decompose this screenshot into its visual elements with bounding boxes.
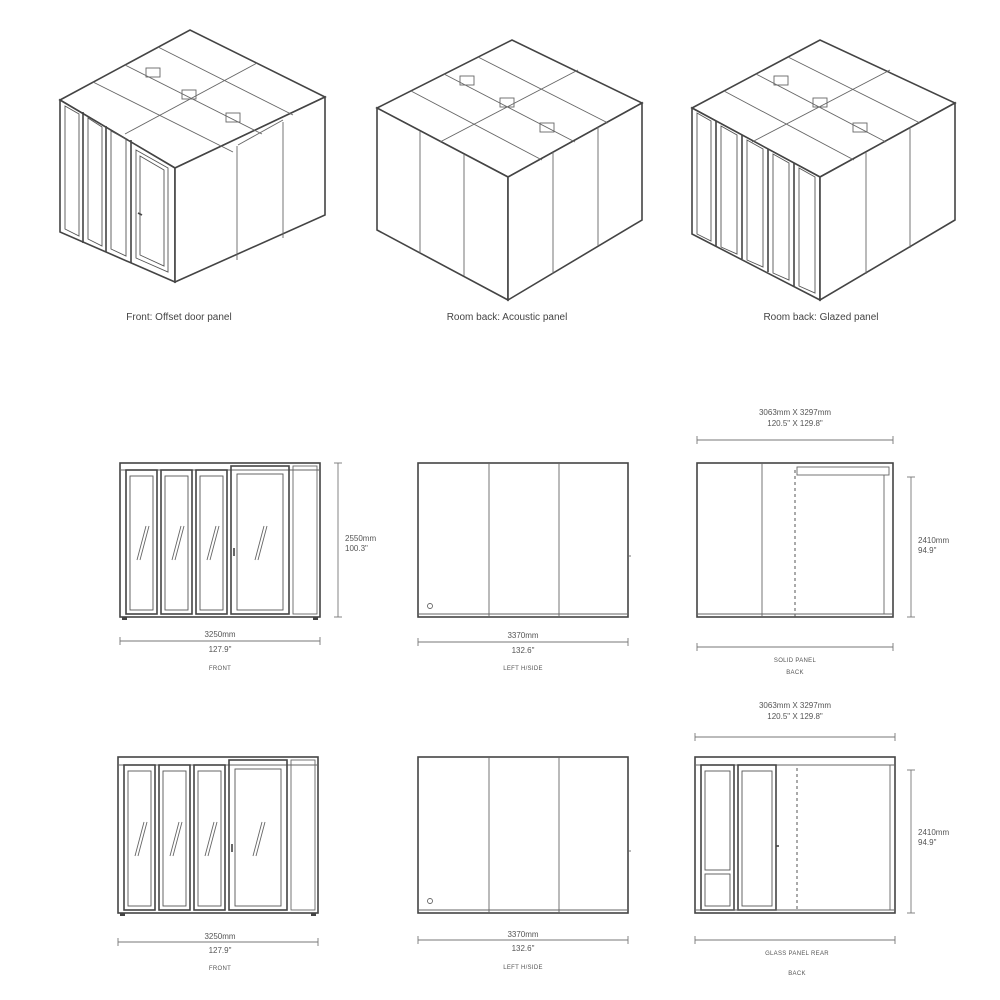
iso-glazed-back [692, 40, 955, 300]
side-elevation-1 [418, 463, 631, 672]
caption-glazed-panel: Room back: Glazed panel [763, 312, 879, 323]
caption-front-offset-door: Front: Offset door panel [126, 312, 232, 323]
side-width-mm-1: 3370mm [507, 631, 539, 640]
back-height-in-1: 94.9" [918, 546, 937, 555]
back-label-solid: SOLID PANEL [773, 658, 817, 664]
back-overall-mm-2: 3063mm X 3297mm [758, 701, 832, 710]
side-label-1: LEFT H/SIDE [503, 666, 543, 672]
back-elevation-solid [697, 408, 949, 676]
front-height-in-1: 100.3" [345, 544, 368, 553]
front-elevation-2 [118, 757, 318, 972]
front-width-mm-2: 3250mm [204, 932, 236, 941]
back-overall-mm-1: 3063mm X 3297mm [758, 408, 832, 417]
back-overall-in-1: 120.5" X 129.8" [767, 419, 823, 428]
back-height-mm-1: 2410mm [918, 536, 950, 545]
front-width-in-1: 127.9" [208, 645, 232, 654]
side-width-in-2: 132.6" [511, 944, 535, 953]
front-label-2: FRONT [208, 966, 232, 972]
iso-front-offset-door [60, 30, 325, 282]
back-overall-in-2: 120.5" X 129.8" [767, 712, 823, 721]
front-width-mm-1: 3250mm [204, 630, 236, 639]
iso-acoustic-back [377, 40, 642, 300]
front-label-1: FRONT [208, 666, 232, 672]
side-label-2: LEFT H/SIDE [503, 965, 543, 971]
side-elevation-2 [418, 757, 631, 971]
back-height-mm-2: 2410mm [918, 828, 950, 837]
front-height-mm-1: 2550mm [345, 534, 377, 543]
side-width-mm-2: 3370mm [507, 930, 539, 939]
front-elevation-1 [120, 463, 376, 672]
back-label-back-2: BACK [788, 971, 806, 977]
front-width-in-2: 127.9" [208, 946, 232, 955]
caption-acoustic-panel: Room back: Acoustic panel [446, 312, 568, 323]
back-label-back-1: BACK [786, 670, 804, 676]
back-height-in-2: 94.9" [918, 838, 937, 847]
side-width-in-1: 132.6" [511, 646, 535, 655]
back-label-glass: GLASS PANEL REAR [765, 951, 829, 957]
back-elevation-glass [695, 701, 949, 977]
